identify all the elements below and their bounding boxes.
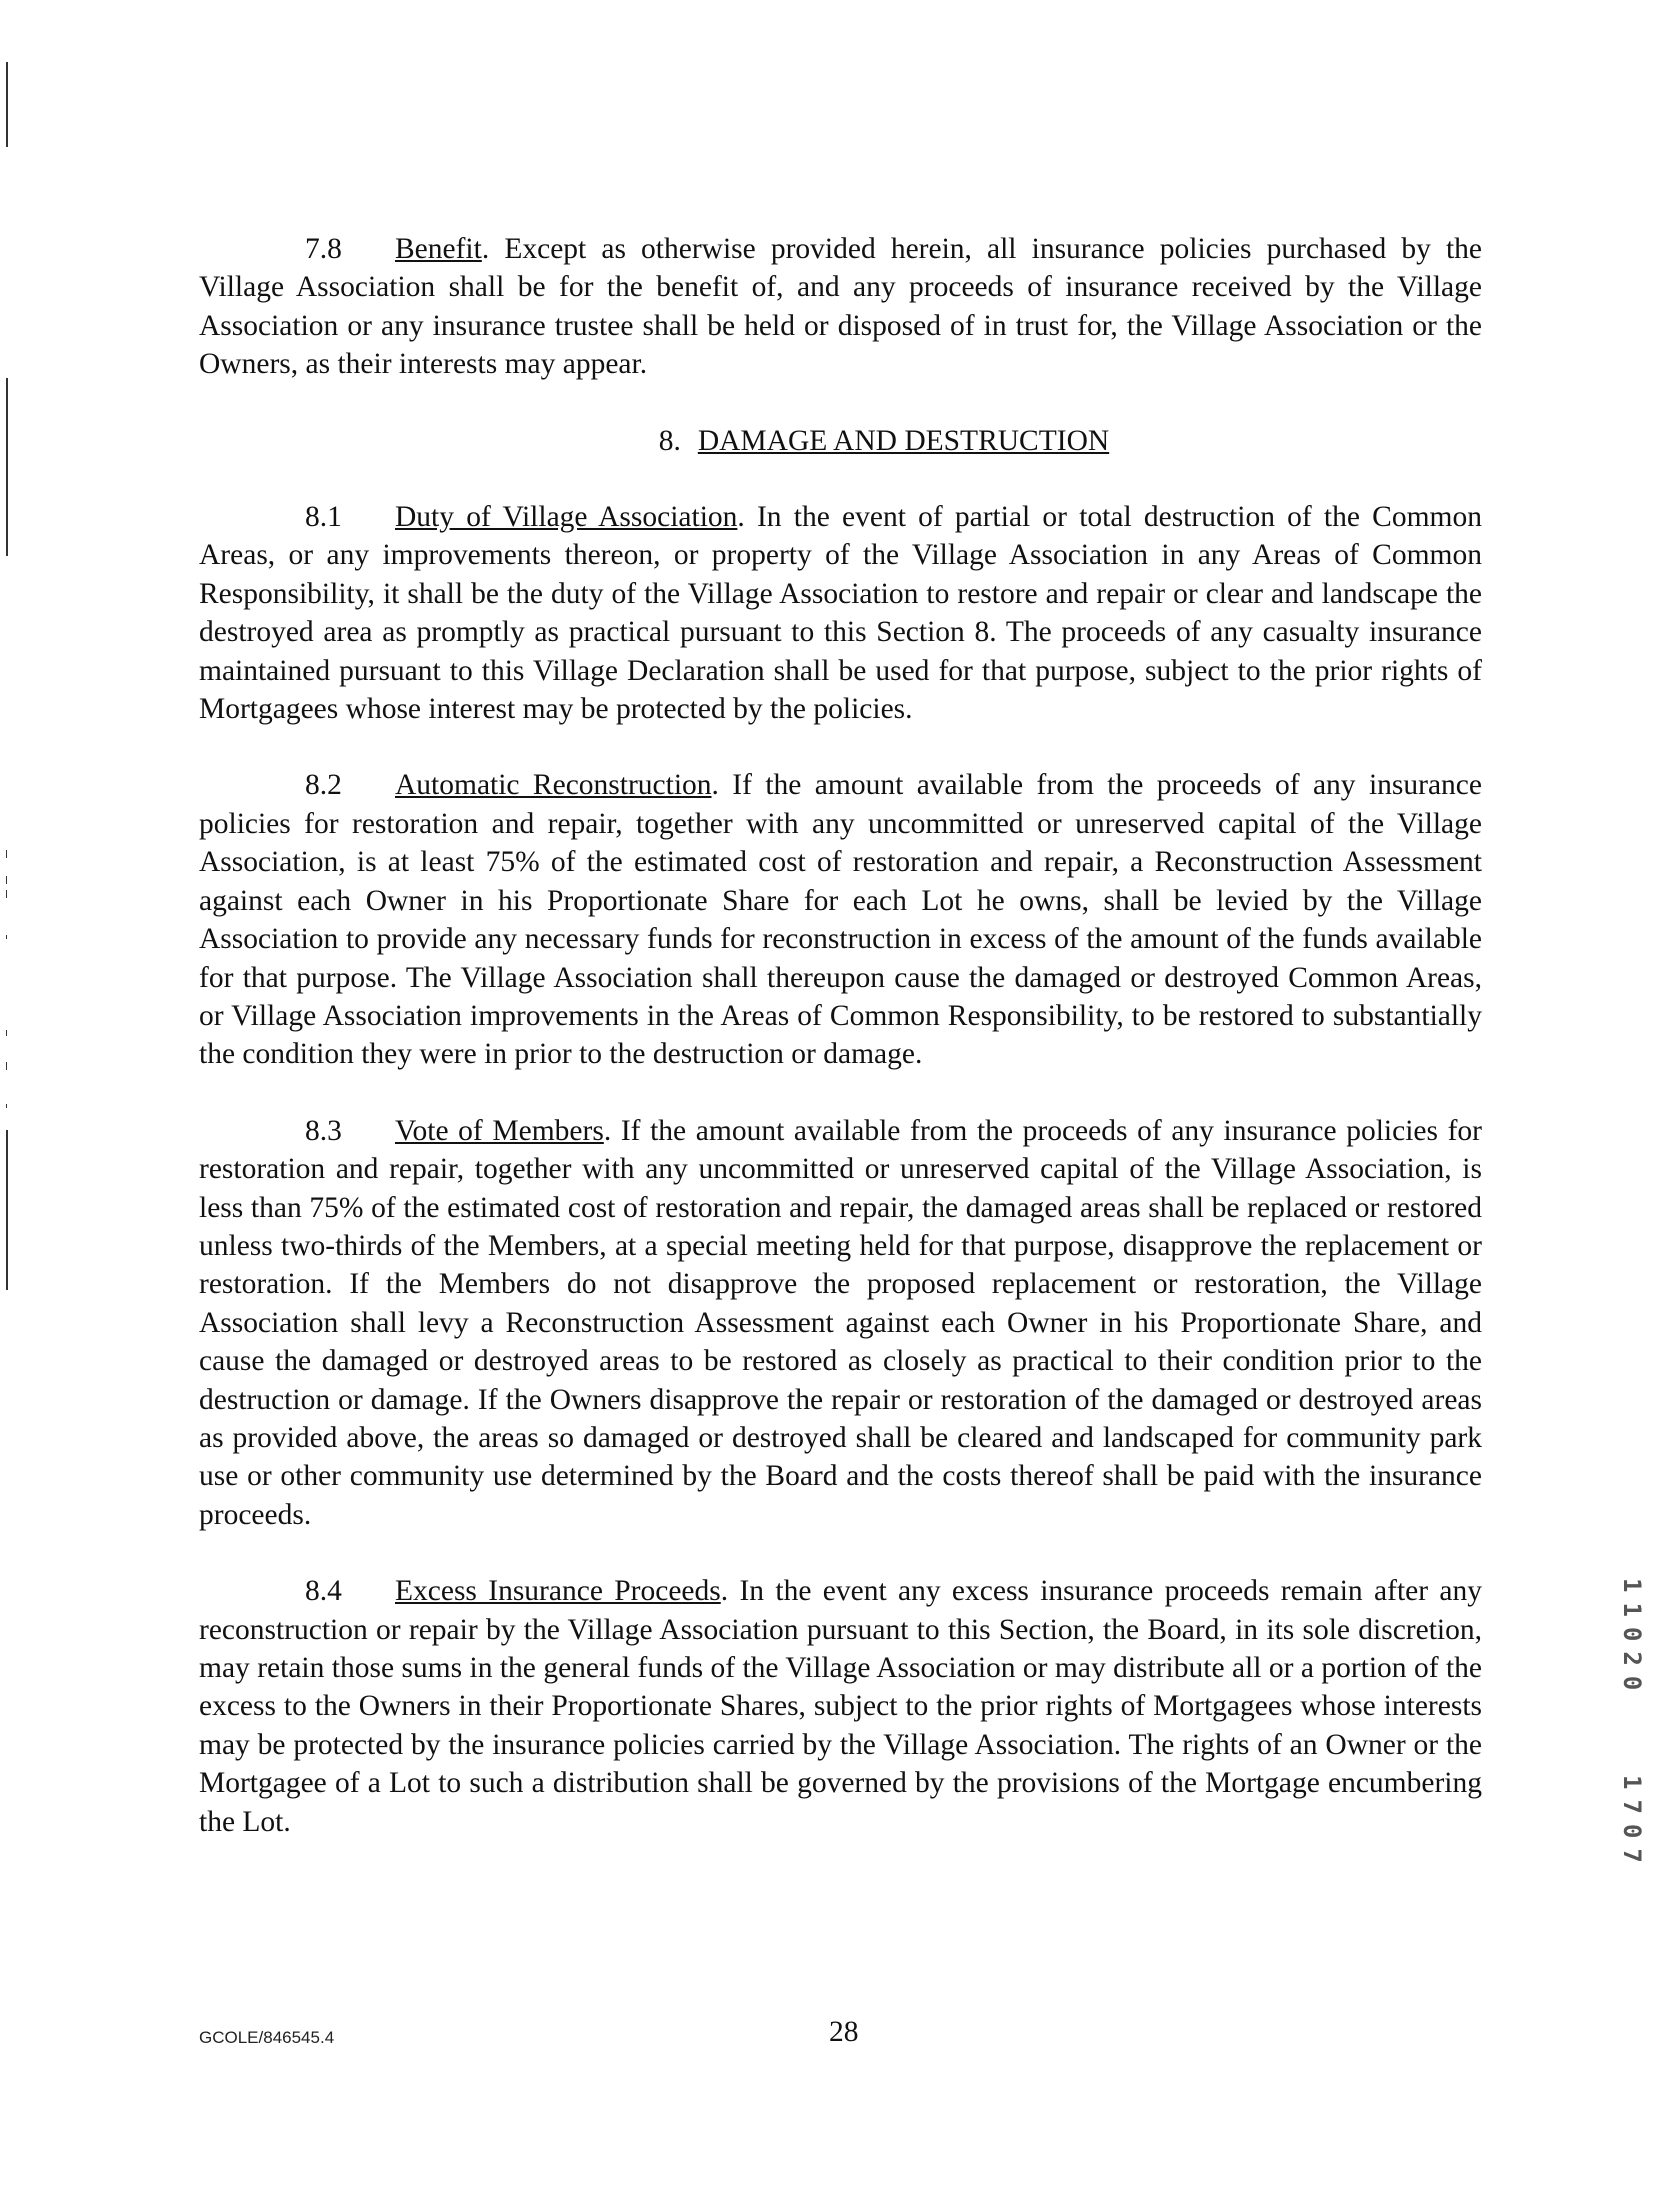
- section-number: 8.: [658, 424, 681, 457]
- section-title: DAMAGE AND DESTRUCTION: [697, 424, 1110, 457]
- paragraph-number: 8.4: [305, 1575, 342, 1608]
- paragraph-heading: Excess Insurance Proceeds: [395, 1575, 721, 1608]
- section-heading-8: [199, 422, 1482, 460]
- paragraph-text: . In the event of partial or total destruction of the Common Areas, or any improvements thereon, or property of the Village Association in any Areas of Common Responsibility, it shall be the duty of the Village Association to restore and repair or clear and landscape the destroyed area as promptly as practical pursuant to this Section 8. The proceeds of any casualty insurance maintained pursuant to this Village Declaration shall be used for that purpose, subject to the prior rights of Mortgagees whose interest may be protected by the policies.: [199, 501, 1482, 726]
- paragraph-7-8: [199, 230, 1482, 384]
- paragraph-text: . If the amount available from the proceeds of any insurance policies for restoration and repair, together with any uncommitted or unreserved capital of the Village Association, is less than 75% of the estimated cost of restoration and repair, the damaged areas shall be replaced or restored unless two-thirds of the Members, at a special meeting held for that purpose, disapprove the replacement or restoration. If the Members do not disapprove the proposed replacement or restoration, the Village Association shall levy a Reconstruction Assessment against each Owner in his Proportionate Share, and cause the damaged or destroyed areas to be restored as closely as practical to their condition prior to the destruction or damage. If the Owners disapprove the repair or restoration of the damaged or destroyed areas as provided above, the areas so damaged or destroyed shall be cleared and landscaped for community park use or other community use determined by the Board and the costs thereof shall be paid with the insurance proceeds.: [199, 1114, 1482, 1531]
- recording-stamp-bottom: 1707: [1618, 1775, 1646, 1873]
- paragraph-number: 8.1: [305, 501, 342, 534]
- paragraph-heading: Benefit: [395, 233, 482, 265]
- revision-bar: [6, 1030, 7, 1036]
- revision-bar: [6, 876, 7, 884]
- paragraph-heading: Duty of Village Association: [395, 501, 738, 534]
- paragraph-8-2: [199, 766, 1482, 1073]
- paragraph-8-4: [199, 1572, 1482, 1841]
- document-body: [199, 230, 1482, 1879]
- page-number: 28: [829, 2016, 859, 2048]
- footer-document-id: GCOLE/846545.4: [199, 2028, 335, 2047]
- recording-stamp-top: 11020: [1618, 1578, 1646, 1701]
- paragraph-number: 7.8: [305, 233, 342, 265]
- paragraph-text: . Except as otherwise provided herein, all insurance policies purchased by the Village Association shall be for the benefit of, and any proceeds of insurance received by the Village Association or any insurance trustee shall be held or disposed of in trust for, the Village Association or the Owners, as their interests may appear.: [199, 233, 1482, 381]
- revision-bar: [6, 378, 8, 556]
- revision-bar: [6, 1062, 7, 1070]
- revision-bar: [6, 62, 8, 147]
- paragraph-8-1: [199, 498, 1482, 728]
- revision-bar: [6, 890, 7, 898]
- revision-bar: [6, 850, 7, 858]
- revision-bar: [6, 935, 7, 939]
- paragraph-heading: Vote of Members: [395, 1114, 604, 1147]
- paragraph-number: 8.2: [305, 769, 342, 802]
- revision-bar: [6, 1130, 8, 1290]
- paragraph-heading: Automatic Reconstruction: [395, 769, 712, 802]
- revision-bar: [6, 1104, 7, 1108]
- paragraph-8-3: [199, 1112, 1482, 1534]
- paragraph-text: . In the event any excess insurance proceeds remain after any reconstruction or repair by the Village Association pursuant to this Section, the Board, in its sole discretion, may retain those sums in the general funds of the Village Association or may distribute all or a portion of the excess to the Owners in their Proportionate Shares, subject to the prior rights of Mortgagees whose interests may be protected by the insurance policies carried by the Village Association. The rights of an Owner or the Mortgagee of a Lot to such a distribution shall be governed by the provisions of the Mortgage encumbering the Lot.: [199, 1575, 1482, 1838]
- paragraph-text: . If the amount available from the proceeds of any insurance policies for restoration and repair, together with any uncommitted or unreserved capital of the Village Association, is at least 75% of the estimated cost of restoration and repair, a Reconstruction Assessment against each Owner in his Proportionate Share for each Lot he owns, shall be levied by the Village Association to provide any necessary funds for reconstruction in excess of the amount of the funds available for that purpose. The Village Association shall thereupon cause the damaged or destroyed Common Areas, or Village Association improvements in the Areas of Common Responsibility, to be restored to substantially the condition they were in prior to the destruction or damage.: [199, 769, 1482, 1071]
- paragraph-number: 8.3: [305, 1114, 342, 1147]
